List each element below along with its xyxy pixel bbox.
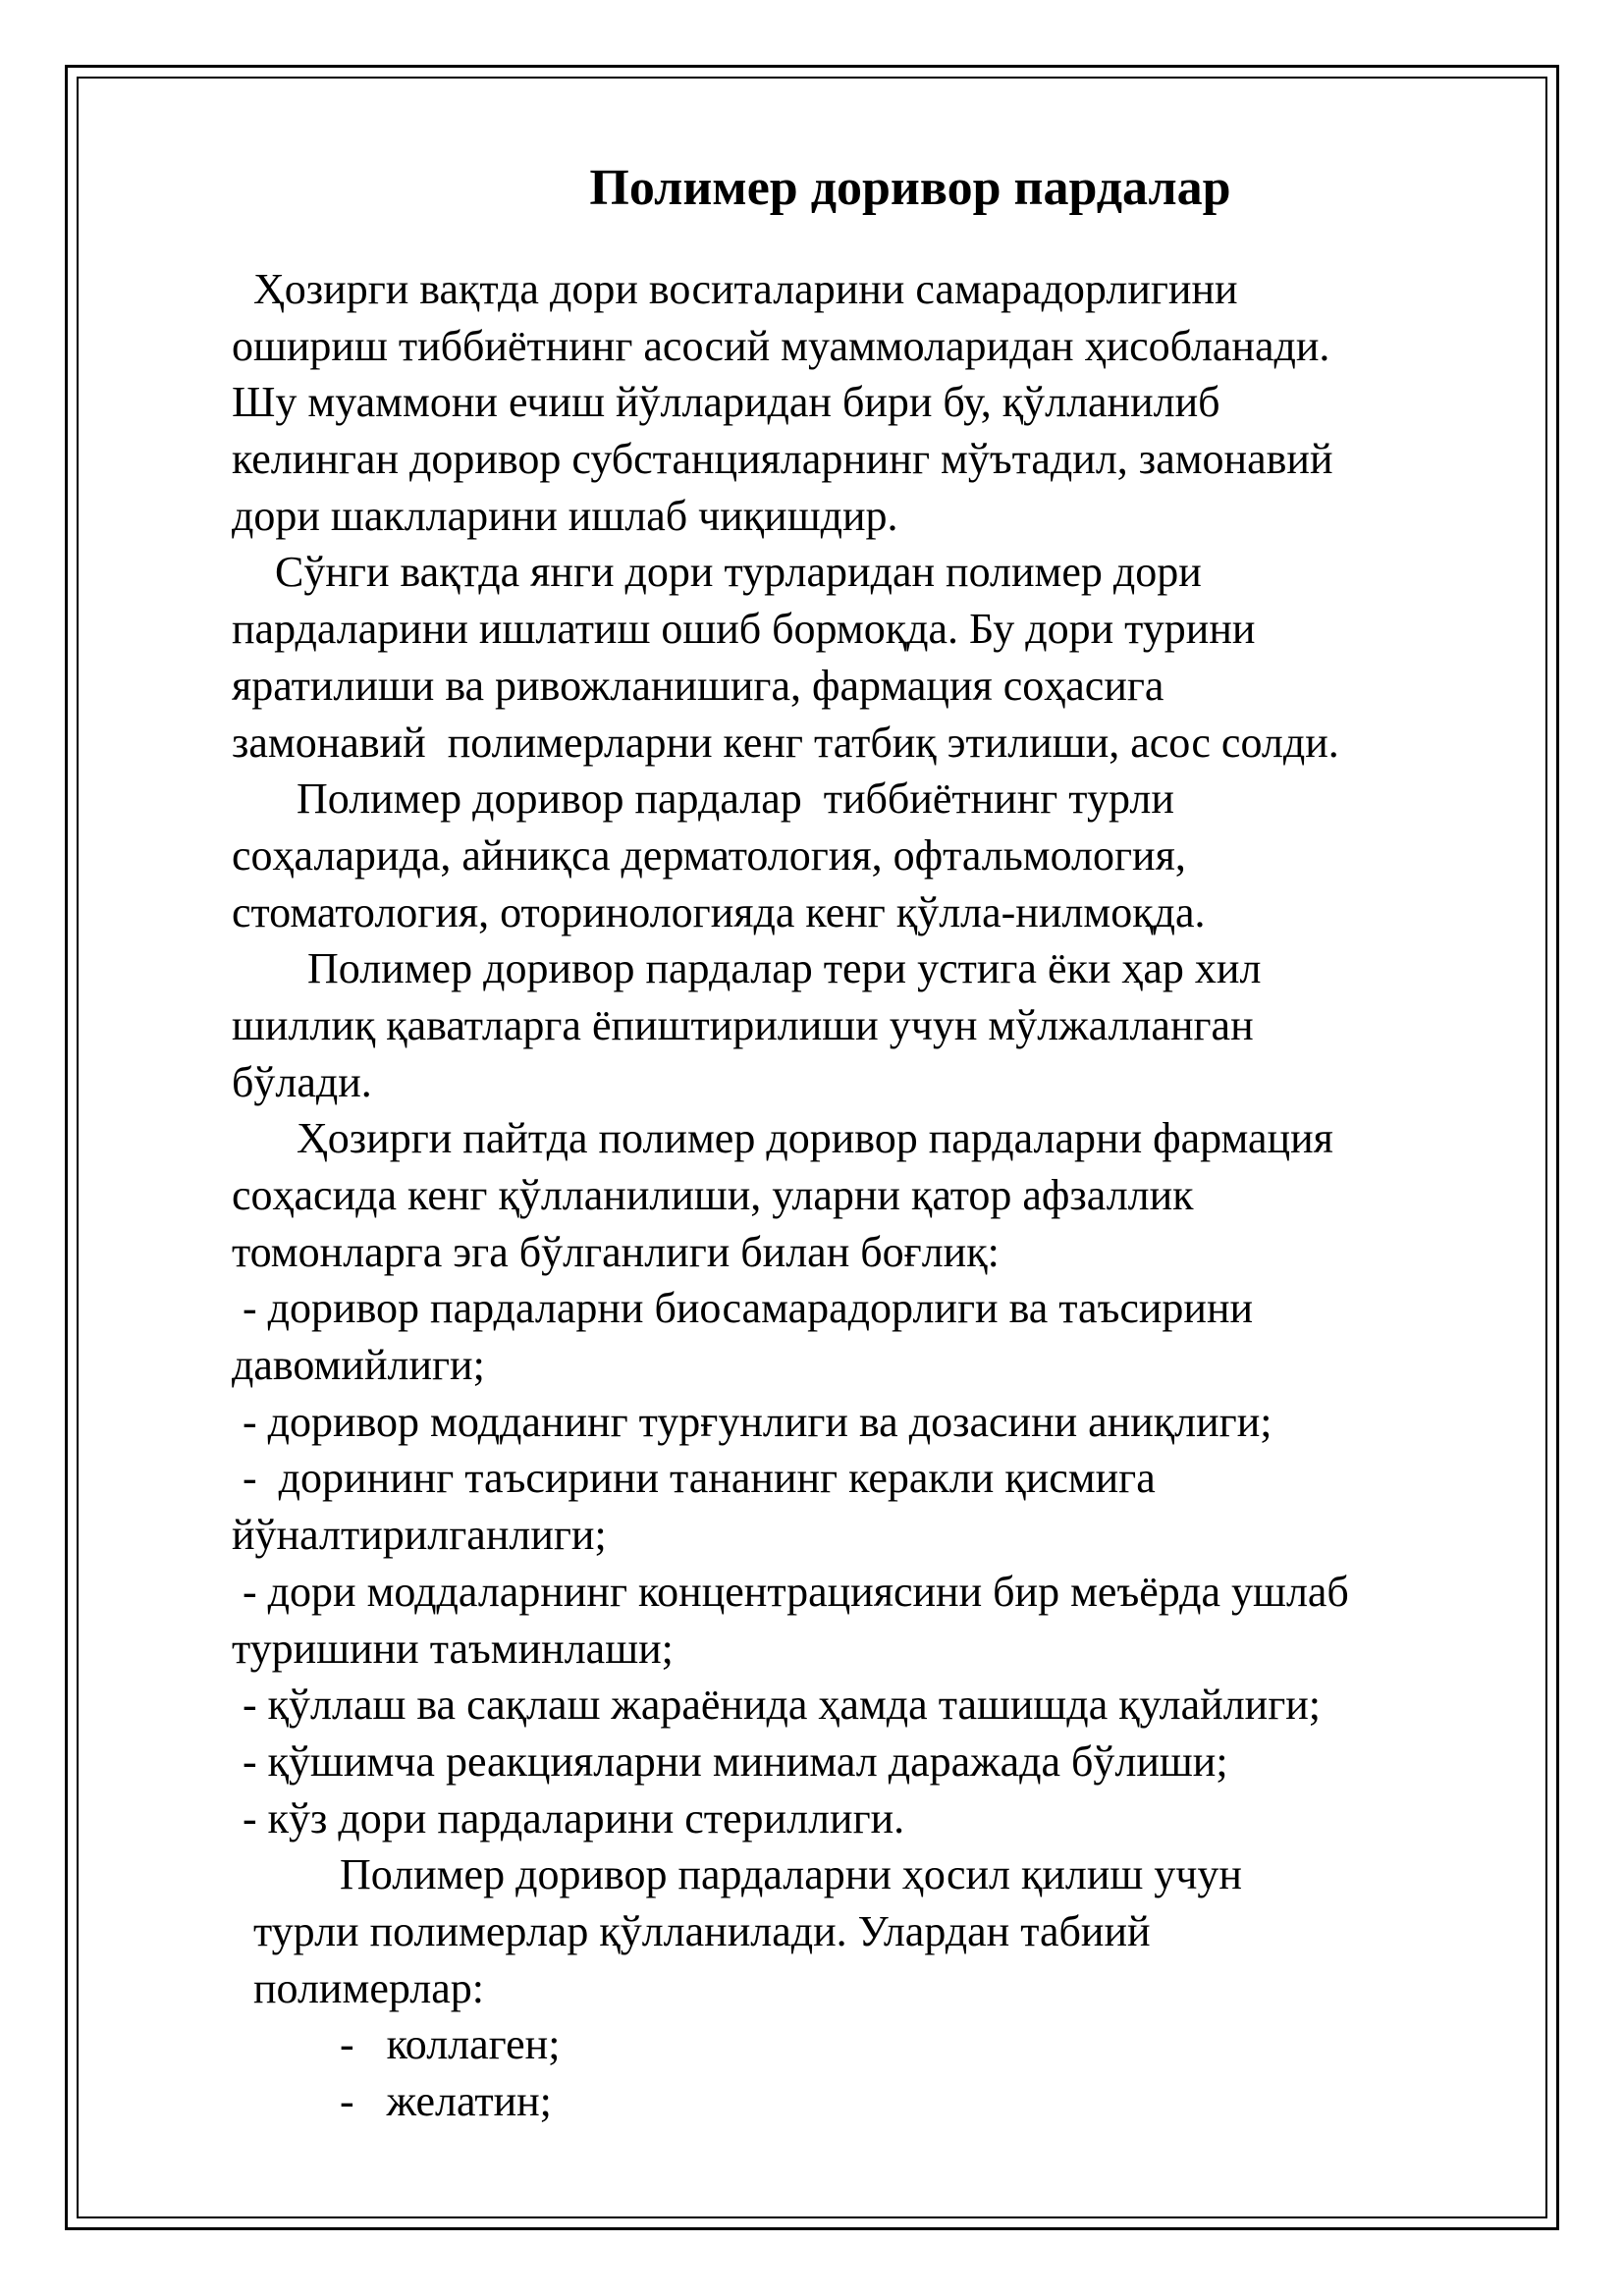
list-item: - қўшимча реакцияларни минимал даражада бўлиши; [232,1736,1228,1786]
text-line: Шу муаммони ечиш йўлларидан бири бу, қўлланилиб [232,378,1220,427]
list-item: туришини таъминлаши; [232,1624,674,1673]
list-item: - дори моддаларнинг концентрациясини бир меъёрда ушлаб [232,1567,1349,1616]
text-line: Сўнги вақтда янги дори турларидан полимер дори [232,548,1202,597]
list-item: - қўллаш ва сақлаш жараёнида ҳамда ташишда қулайлиги; [232,1681,1322,1730]
text-line: Ҳозирги вақтда дори воситаларини самарадорлигини [232,265,1238,313]
text-line: Ҳозирги пайтда полимер доривор пардаларни фармация [232,1114,1333,1163]
text-line: томонларга эга бўлганлиги билан боғлиқ: [232,1227,1000,1276]
text-line: Полимер доривор пардалар тиббиётнинг турли [232,774,1174,824]
list-item: - желатин; [232,2077,552,2125]
list-item: - доривор модданинг турғунлиги ва дозасини аниқлиги; [232,1397,1272,1446]
text-line: замонавий полимерларни кенг татбиқ этилиши, асос солди. [232,718,1339,767]
text-line: соҳасида кенг қўлланилиши, уларни қатор афзаллик [232,1171,1194,1219]
text-line: стоматология, оторинологияда кенг қўлла-нилмоқда. [232,887,1206,936]
text-line: Полимер доривор пардаларни ҳосил қилиш учун [232,1850,1242,1899]
text-line: бўлади. [232,1057,372,1106]
list-item: - коллаген; [232,2020,561,2069]
text-line: пардаларини ишлатиш ошиб бормоқда. Бу дори турини [232,605,1256,654]
text-line: Полимер доривор пардалар тери устига ёки ҳар хил [232,944,1262,993]
text-line: полимерлар: [232,1963,484,2012]
text-line: келинган доривор субстанцияларнинг мўътадил, замонавий [232,435,1333,484]
list-item: давомийлиги; [232,1341,485,1390]
text-line: яратилиши ва ривожланишига, фармация соҳасига [232,661,1164,710]
text-line: ошириш тиббиётнинг асосий муаммоларидан ҳисобланади. [232,321,1330,370]
list-item: - доривор пардаларни биосамарадорлиги ва таъсирини [232,1284,1254,1333]
list-item: - кўз дори пардаларини стериллиги. [232,1793,905,1842]
text-line: шиллиқ қаватларга ёпиштирилиши учун мўлжалланган [232,1000,1254,1049]
document-title: Полимер доривор пардалар [589,160,1231,216]
text-line: турли полимерлар қўлланилади. Улардан табиий [232,1906,1151,1955]
text-line: дори шаклларини ишлаб чиқишдир. [232,491,898,540]
document-body [232,261,1538,2130]
text-line: соҳаларида, айниқса дерматология, офтальмология, [232,830,1186,880]
list-item: - дорининг таъсирини тананинг керакли қисмига [232,1454,1156,1503]
list-item: йўналтирилганлиги; [232,1511,607,1560]
